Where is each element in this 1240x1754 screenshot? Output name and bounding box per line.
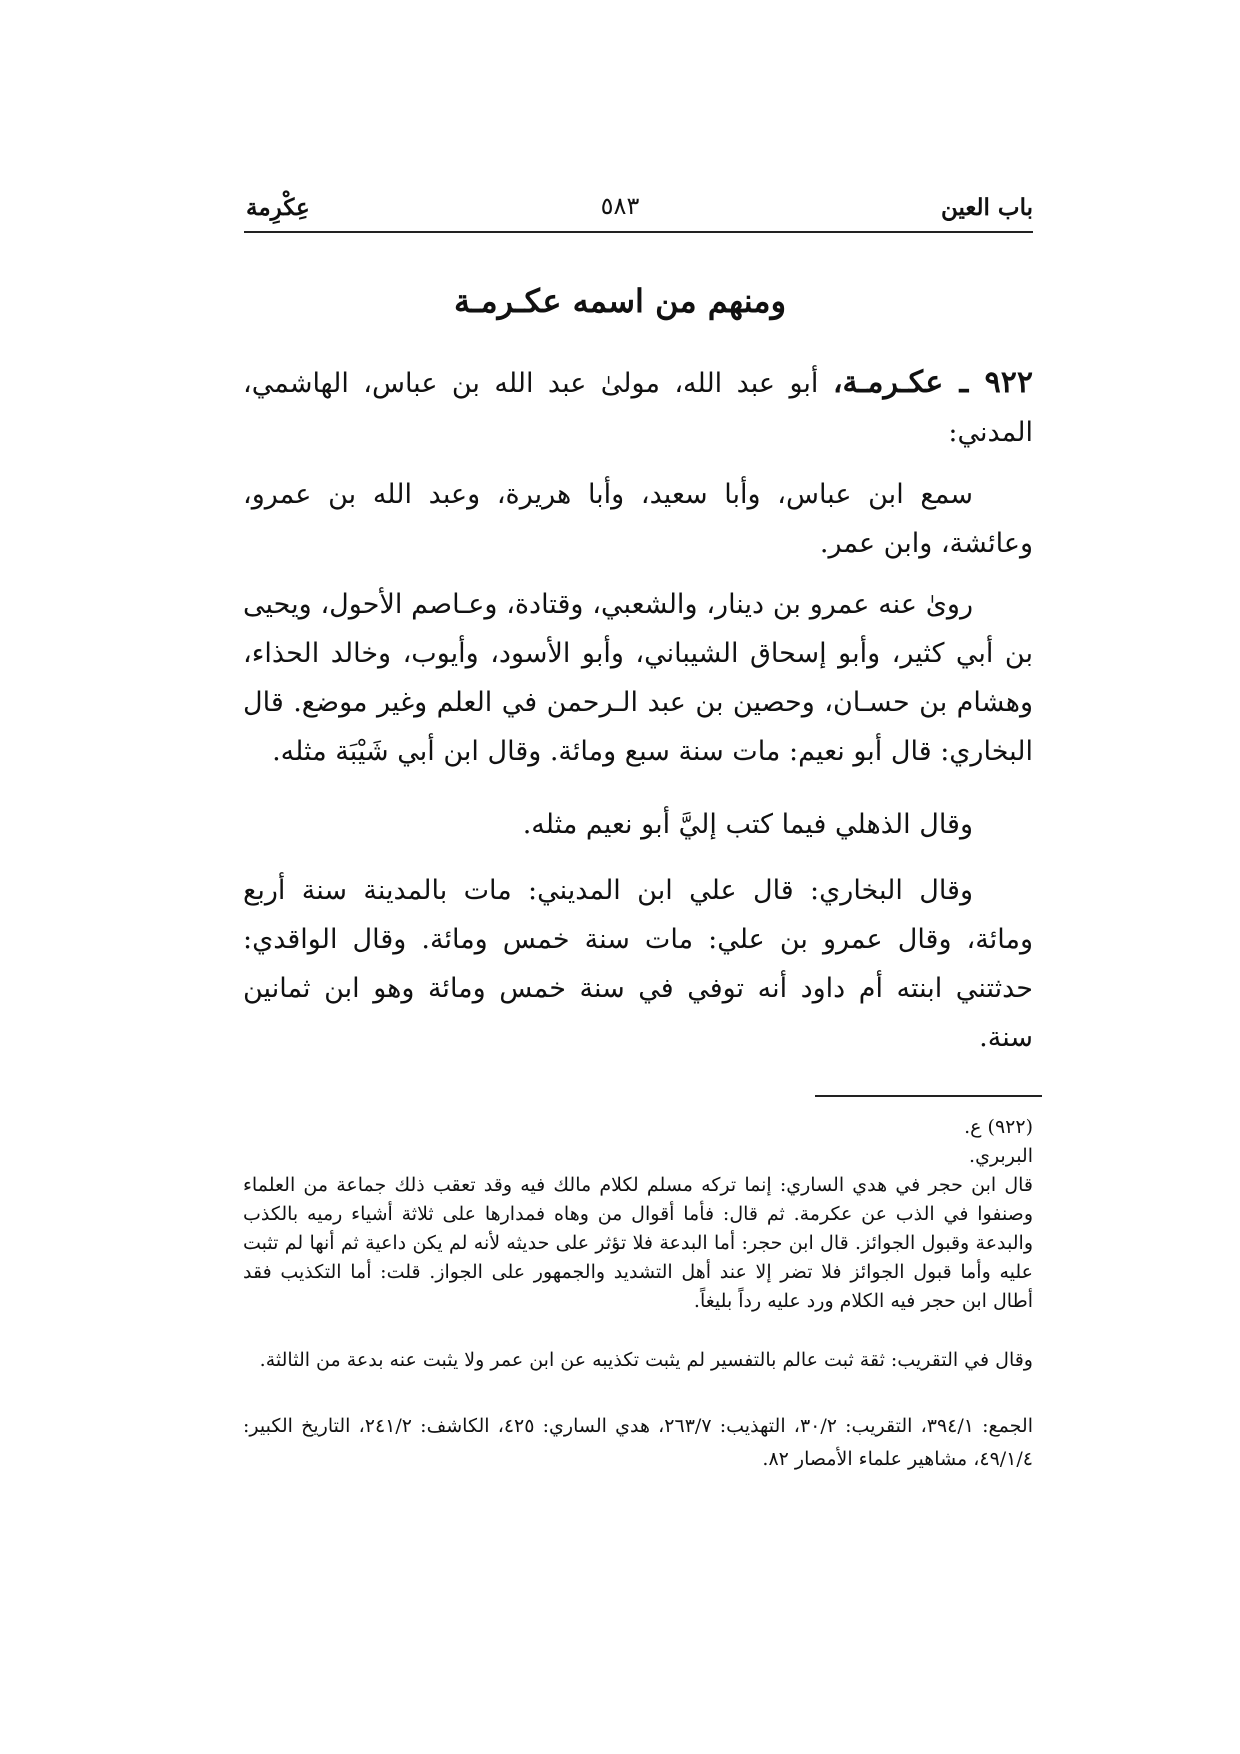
paragraph-heard-from: سمع ابن عباس، وأبا سعيد، وأبا هريرة، وعبد الله بن عمرو، وعائشة، وابن عمر. xyxy=(243,479,1033,559)
running-title: عِكْرِمة xyxy=(246,194,310,221)
section-title: ومنهم من اسمه عكـرمـة xyxy=(453,282,787,320)
entry-intro: أبو عبد الله، مولىٰ عبد الله بن عباس، الهاشمي، المدني: xyxy=(243,368,1033,448)
paragraph-dhuhli: وقال الذهلي فيما كتب إليَّ أبو نعيم مثله. xyxy=(522,809,973,840)
footnote-id: (٩٢٢) ع. xyxy=(964,1116,1033,1138)
paragraph-narrated-by: رویٰ عنه عمرو بن دينار، والشعبي، وقتادة، وعـاصم الأحول، ويحيى بن أبي كثير، وأبو إسحاق الشيباني، وأبو الأسود، وأيوب، وخالد الحذاء، وهشام بن حسـان، وحصين بن عبد الـرحمن في العلم وغير موضع. قال البخاري: قال أبو نعيم: مات سنة سبع ومائة. وقال ابن أبي شَيْبَة مثله. xyxy=(243,589,1033,767)
chapter-header: باب العين xyxy=(940,194,1033,221)
footnote-references: الجمع: ٣٩٤/١، التقريب: ٣٠/٢، التهذيب: ٢٦٣/٧، هدي الساري: ٤٢٥، الكاشف: ٢٤١/٢، التاريخ الكبير: ٤٩/١/٤، مشاهير علماء الأمصار ٨٢. xyxy=(243,1415,1033,1470)
footnote-taqrib: وقال في التقريب: ثقة ثبت عالم بالتفسير لم يثبت تكذيبه عن ابن عمر ولا يثبت عنه بدعة من الثالثة. xyxy=(259,1349,1033,1371)
entry-heading xyxy=(243,358,1033,457)
page-number: ٥٨٣ xyxy=(600,192,640,220)
footnote-ibn-hajar: قال ابن حجر في هدي الساري: إنما تركه مسلم لكلام مالك فيه وقد تعقب ذلك جماعة من العلماء وصنفوا في الذب عن عكرمة. ثم قال: فأما أقوال من وهاه فمدارها على ثلاثة أشياء رميه بالكذب والبدعة وقبول الجوائز. قال ابن حجر: أما البدعة فلا تؤثر على حديثه لأنه لم يكن داعية ثم أنها لم تثبت عليه وأما قبول الجوائز فلا تضر إلا عند أهل التشديد والجمهور على الجواز. قلت: أما التكذيب فقد أطال ابن حجر فيه الكلام ورد عليه رداً بليغاً. xyxy=(243,1174,1033,1312)
footnote-narrator: البربري. xyxy=(969,1145,1033,1167)
entry-number: ٩٢٢ ـ عكـرمـة، xyxy=(832,365,1033,400)
paragraph-death-dates: وقال البخاري: قال علي ابن المديني: مات بالمدينة سنة أربع ومائة، وقال عمرو بن علي: مات سنة خمس ومائة. وقال الواقدي: حدثتني ابنته أم داود أنه توفي في سنة خمس ومائة وهو ابن ثمانين سنة. xyxy=(243,875,1033,1053)
header-divider xyxy=(244,231,1033,233)
footnote-divider xyxy=(815,1095,1042,1097)
